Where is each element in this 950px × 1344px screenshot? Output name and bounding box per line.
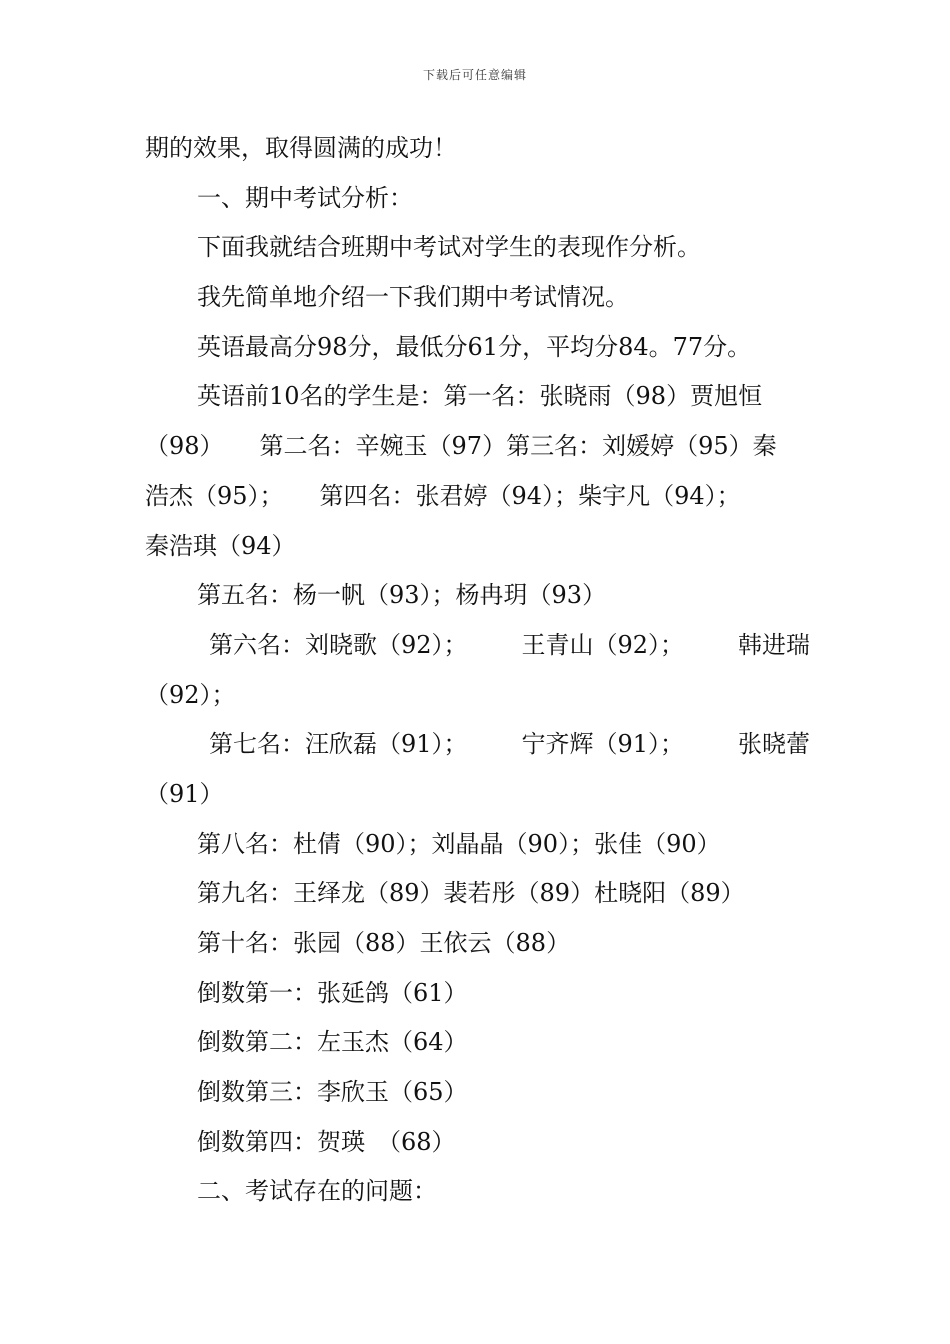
paragraph-line: 期的效果，取得圆满的成功！ (145, 134, 457, 162)
top-ten-intro-line: 英语前10名的学生是：第一名：张晓雨（98）贾旭恒 (197, 382, 763, 411)
ranking-line: 浩杰（95）； 第四名：张君婷（94）；柴宇凡（94）； (145, 481, 741, 510)
ranking-line-tenth: 第十名：张园（88）王依云（88） (197, 929, 571, 957)
ranking-entry: 宁齐辉（91）； (521, 730, 685, 759)
score-summary-line: 英语最高分98分，最低分61分，平均分84。77分。 (197, 332, 752, 361)
ranking-line-eighth: 第八名：杜倩（90）；刘晶晶（90）；张佳（90） (197, 829, 721, 858)
paragraph-line: 下面我就结合班期中考试对学生的表现作分析。 (197, 233, 701, 262)
ranking-line: （98） 第二名：辛婉玉（97）第三名：刘媛婷（95）秦 (145, 432, 777, 461)
bottom-rank-line: 倒数第四：贺瑛 （68） (197, 1127, 456, 1156)
ranking-line: （91） (145, 779, 224, 808)
ranking-entry: 第六名：刘晓歌（92）； (209, 630, 468, 659)
ranking-line-fifth: 第五名：杨一帆（93）；杨冉玥（93） (197, 581, 607, 610)
bottom-rank-line: 倒数第二：左玉杰（64） (197, 1028, 468, 1057)
ranking-entry: 韩进瑞 (738, 630, 810, 659)
ranking-line-seventh (145, 720, 810, 770)
paragraph-line: 我先简单地介绍一下我们期中考试情况。 (197, 283, 629, 312)
bottom-rank-line: 倒数第一：张延鸽（61） (197, 978, 468, 1007)
ranking-line: （92）； (145, 680, 236, 709)
ranking-entry: 第七名：汪欣磊（91）； (209, 730, 468, 759)
ranking-line-sixth (145, 621, 810, 671)
section-heading-exam-analysis: 一、期中考试分析： (197, 183, 413, 212)
page-header: 下载后可任意编辑 (422, 68, 527, 82)
bottom-rank-line: 倒数第三：李欣玉（65） (197, 1078, 468, 1107)
section-heading-exam-problems: 二、考试存在的问题： (197, 1177, 437, 1206)
ranking-entry: 王青山（92）； (521, 630, 685, 659)
ranking-entry: 张晓蕾 (738, 730, 810, 759)
ranking-line-ninth: 第九名：王绎龙（89）裴若彤（89）杜晓阳（89） (197, 879, 745, 908)
document-body (145, 124, 810, 1217)
ranking-line: 秦浩琪（94） (145, 531, 296, 560)
